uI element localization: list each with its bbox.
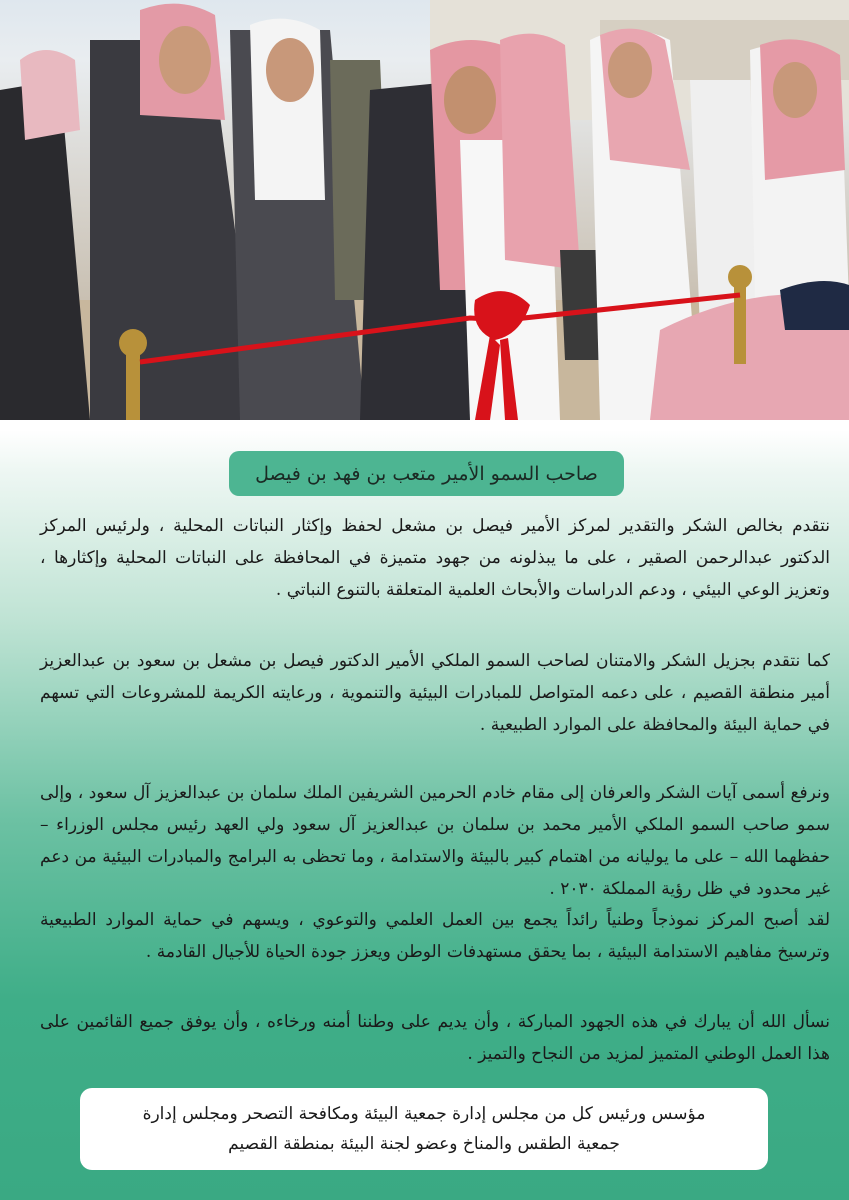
paragraph-prayer: نسأل الله أن يبارك في هذه الجهود المباركة ، وأن يديم على وطننا أمنه ورخاءه ، وأن يوفق جميع القائمين على هذا العمل الوطني المتميز لمزيد من النجاح والتميز .: [40, 1012, 830, 1064]
signature-role-text: مؤسس ورئيس كل من مجلس إدارة جمعية البيئة ومكافحة التصحر ومجلس إدارة جمعية الطقس والمناخ وعضو لجنة البيئة بمنطقة القصيم: [142, 1104, 706, 1154]
paragraph-emir-thanks: كما نتقدم بجزيل الشكر والامتنان لصاحب السمو الملكي الأمير الدكتور فيصل بن مشعل بن سعود بن عبدالعزيز أمير منطقة القصيم ، على دعمه المتواصل للمبادرات البيئية والتنموية ، ورعايته الكريمة للمشروعات التي تسهم في حماية البيئة والمحافظة على الموارد الطبيعية .: [40, 651, 830, 735]
paragraph-center-thanks: نتقدم بخالص الشكر والتقدير لمركز الأمير فيصل بن مشعل لحفظ وإكثار النباتات المحلية ، ولرئيس المركز الدكتور عبدالرحمن الصقير ، على ما يبذلونه من جهود متميزة في المحافظة على النباتات المحلية وإكثارها ، وتعزيز الوعي البيئي ، ودعم الدراسات والأبحاث العلمية المتعلقة بالتنوع النباتي .: [40, 516, 830, 600]
honoree-title: صاحب السمو الأمير متعب بن فهد بن فيصل: [255, 462, 598, 485]
honoree-title-banner: [229, 451, 624, 496]
signature-role-box: [80, 1088, 768, 1170]
paragraph-center-model: لقد أصبح المركز نموذجاً وطنياً رائداً يجمع بين العمل العلمي والتوعوي ، ويسهم في حماية الموارد الطبيعية وترسيخ مفاهيم الاستدامة البيئية ، بما يحقق مستهدفات الوطن ويعزز جودة الحياة للأجيال القادمة .: [40, 910, 830, 962]
paragraph-king-thanks: ونرفع أسمى آيات الشكر والعرفان إلى مقام خادم الحرمين الشريفين الملك سلمان بن عبدالعزيز آل سعود ، وإلى سمو صاحب السمو الملكي الأمير محمد بن سلمان بن عبدالعزيز آل سعود ولي العهد رئيس مجلس الوزراء – حفظهما الله – على ما يوليانه من اهتمام كبير بالبيئة والاستدامة ، وما تحظى به البرامج والمبادرات البيئية من دعم غير محدود في ظل رؤية المملكة ٢٠٣٠ .: [40, 783, 830, 899]
ceremony-photo: [0, 0, 849, 420]
ribbon-cutting-photo: [0, 0, 849, 420]
